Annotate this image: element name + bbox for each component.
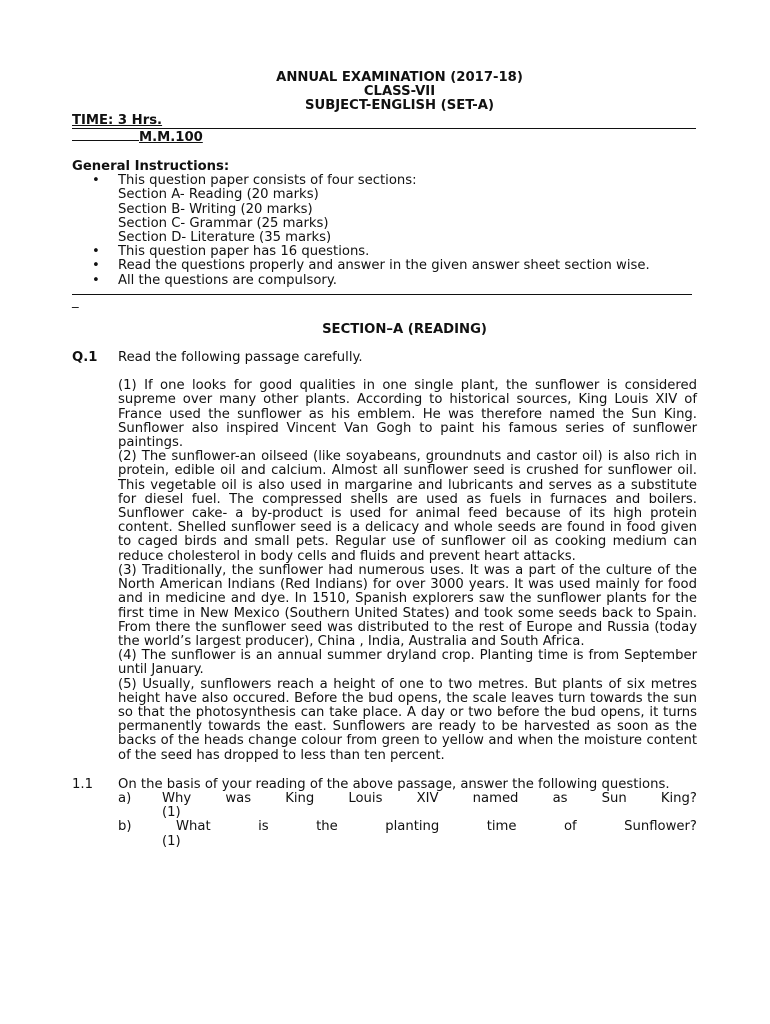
max-marks: M.M.100 (72, 129, 697, 145)
word: XIV (416, 790, 439, 806)
sub-question-label: a) (118, 790, 132, 806)
exam-header (102, 71, 697, 114)
sub-question-label: b) (118, 819, 132, 835)
word: Sunflower? (624, 819, 697, 835)
exam-title: ANNUAL EXAMINATION (2017-18) (276, 70, 523, 85)
list-item: • Read the questions properly and answer in the given answer sheet section wise. (92, 258, 650, 274)
dash-mark: _ (72, 293, 79, 309)
word: time (486, 819, 517, 835)
time-label: TIME: 3 Hrs. (72, 114, 696, 129)
sub-question-b (72, 820, 697, 834)
list-item: Section C- Grammar (25 marks) (118, 215, 329, 231)
word: named (472, 790, 519, 806)
word: King (285, 790, 315, 806)
paragraph: (3) Traditionally, the sunflower had numerous uses. It was a part of the culture of the North American Indians (Red Indians) for over 3000 years. It was used mainly for food and in medicine and dye. In 1510, Spanish explorers saw the sunflower plants for the first time in New Mexico (Southern United States) and took some seeds back to Spain. From there the sunflower seed was distributed to the rest of Europe and Russia (today the world’s largest producer), China , India, Australia and South Africa. (118, 562, 697, 649)
instructions-heading: General Instructions: (72, 159, 230, 175)
instructions-list-more (72, 245, 697, 288)
question-text: On the basis of your reading of the above passage, answer the following questions. (118, 776, 670, 792)
instructions-list (72, 174, 697, 188)
list-item: Section B- Writing (20 marks) (118, 201, 313, 217)
exam-page (72, 71, 697, 849)
question-text: Read the following passage carefully. (118, 350, 363, 366)
reading-passage (72, 379, 697, 762)
class-label: CLASS-VII (363, 84, 436, 100)
paragraph: (1) If one looks for good qualities in one single plant, the sunflower is considered supreme over many other plants. According to historical sources, King Louis XIV of France used the sunflower as his emblem. He was therefore named the Sun King. Sunflower also inspired Vincent Van Gogh to paint his famous series of sunflower paintings. (118, 378, 697, 451)
list-item: • This question paper has 16 questions. (92, 244, 370, 260)
list-item: • This question paper consists of four sections: (92, 173, 417, 189)
paragraph: (5) Usually, sunflowers reach a height of one to two metres. But plants of six metres height have also occured. Before the bud opens, the scale leaves turn towards the sun so that the photosynthesis can take place. A day or two before the bud opens, it turns permanently towards the east. Sunflowers are ready to be harvested as soon as the backs of the heads change colour from green to yellow and when the moisture content of the seed has dropped to less than ten percent. (118, 676, 697, 763)
list-item: Section D- Literature (35 marks) (118, 230, 332, 246)
marks-label: (1) (162, 833, 181, 849)
list-item: Section A- Reading (20 marks) (118, 187, 319, 203)
word: of (563, 819, 577, 835)
question-number: Q.1 (72, 350, 98, 366)
section-list (72, 188, 697, 245)
bullet-icon: • (92, 244, 100, 260)
list-item: • All the questions are compulsory. (92, 272, 337, 288)
word: King? (660, 790, 697, 806)
question-number: 1.1 (72, 776, 93, 792)
bullet-icon: • (92, 258, 100, 274)
word: What (176, 819, 211, 835)
sub-question-a (72, 792, 697, 806)
section-title: SECTION–A (READING) (322, 321, 487, 337)
word: Louis (348, 790, 383, 806)
word: Why (162, 790, 192, 806)
subject-label: SUBJECT-ENGLISH (SET-A) (305, 98, 494, 114)
bullet-icon: • (92, 272, 100, 288)
word: Sun (601, 790, 627, 806)
paragraph: (4) The sunflower is an annual summer dryland crop. Planting time is from September until January. (118, 648, 697, 678)
marks-label: (1) (162, 805, 181, 821)
word: is (258, 819, 269, 835)
word: the (316, 819, 338, 835)
word: was (225, 790, 252, 806)
bullet-icon: • (92, 173, 100, 189)
paragraph: (2) The sunflower-an oilseed (like soyabeans, groundnuts and castor oil) is also rich in protein, edible oil and calcium. Almost all sunflower seed is crushed for sunflower oil. This vegetable oil is also used in margarine and lubricants and serves as a substitute for diesel fuel. The compressed shells are used as fuels in furnaces and boilers. Sunflower cake- a by-product is used for animal feed because of its high protein content. Shelled sunflower seed is a delicacy and whole seeds are found in food given to caged birds and small pets. Regular use of sunflower oil as cooking medium can reduce cholesterol in body cells and fluids and prevent heart attacks. (118, 449, 697, 564)
word: as (552, 790, 568, 806)
question-1 (72, 351, 697, 365)
word: planting (385, 819, 440, 835)
question-1-1 (72, 778, 697, 792)
